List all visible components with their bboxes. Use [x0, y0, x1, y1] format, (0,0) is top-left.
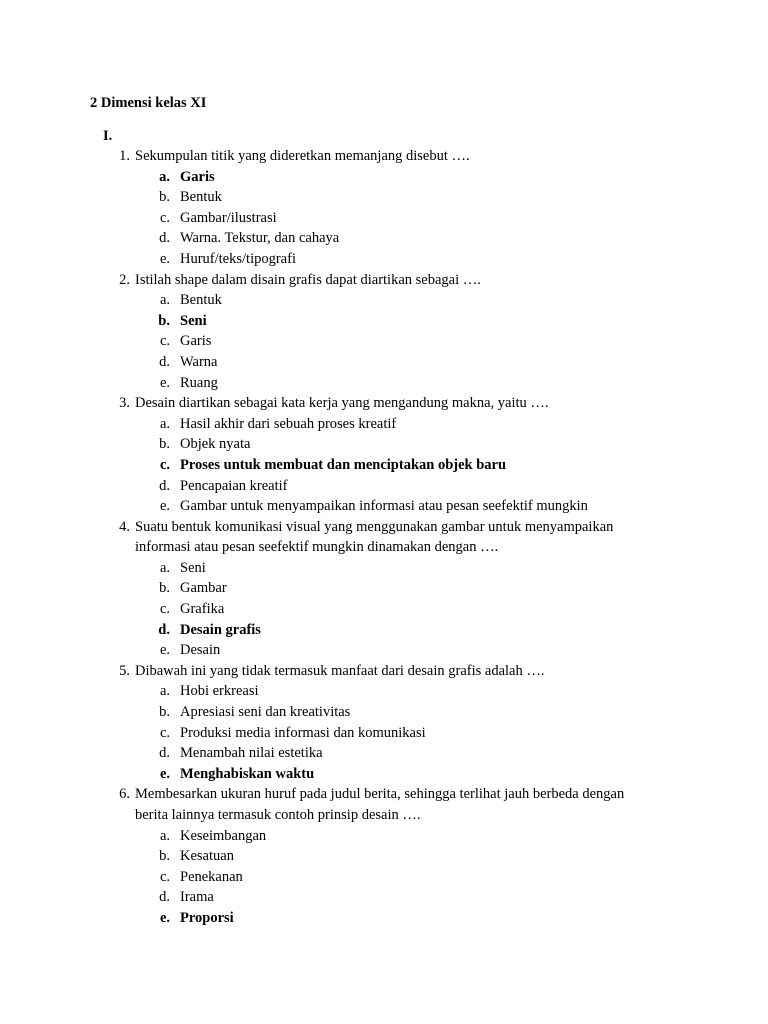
question-row: [0, 784, 655, 825]
option-letter: d .: [150, 352, 170, 373]
option: [0, 743, 768, 764]
option-text: Gambar: [180, 580, 227, 597]
option-letter: a .: [150, 290, 170, 311]
option-list: [0, 681, 768, 784]
option: [0, 434, 768, 455]
option-text: Warna. Tekstur, dan cahaya: [180, 230, 340, 247]
option: [0, 208, 768, 229]
option-text: Menambah nilai estetika: [180, 745, 323, 762]
option-correct: [0, 455, 768, 476]
option-letter: b .: [150, 187, 170, 208]
option-text: Menghabiskan waktu: [180, 765, 315, 782]
option-text: Keseimbangan: [180, 827, 267, 844]
question-text: Istilah shape dalam disain grafis dapat diartikan sebagai ….: [135, 271, 481, 288]
option-text: Huruf/teks/tipografi: [180, 250, 296, 267]
document-title: 2 Dimensi kelas XI: [90, 95, 207, 111]
option-letter: d .: [150, 620, 170, 641]
option: [0, 723, 768, 744]
question-number: 5 .: [106, 661, 130, 682]
option-text: Desain: [180, 642, 221, 659]
option-text: Seni: [180, 559, 206, 576]
option-letter: d .: [150, 228, 170, 249]
option: [0, 331, 768, 352]
question-row: [0, 146, 655, 167]
option-letter: a .: [150, 414, 170, 435]
question-row: [0, 517, 655, 558]
option: [0, 373, 768, 394]
option: [0, 826, 768, 847]
option-text: Bentuk: [180, 189, 222, 206]
question-row: [0, 270, 655, 291]
option-letter: a .: [150, 558, 170, 579]
option: [0, 476, 768, 497]
question-5: [0, 661, 768, 785]
option-text: Warna: [180, 353, 218, 370]
option-letter: b .: [150, 311, 170, 332]
option-text: Garis: [180, 168, 215, 185]
option-text: Hobi erkreasi: [180, 683, 259, 700]
option-correct: [0, 764, 768, 785]
option-correct: [0, 908, 768, 929]
option-list: [0, 414, 768, 517]
option-letter: c .: [150, 599, 170, 620]
option-letter: e .: [150, 249, 170, 270]
option-text: Desain grafis: [180, 621, 261, 638]
option: [0, 867, 768, 888]
option-text: Kesatuan: [180, 848, 234, 865]
option-letter: a .: [150, 681, 170, 702]
option: [0, 187, 768, 208]
option-letter: b .: [150, 846, 170, 867]
option-text: Hasil akhir dari sebuah proses kreatif: [180, 415, 397, 432]
option-correct: [0, 620, 768, 641]
option-text: Garis: [180, 333, 212, 350]
option: [0, 578, 768, 599]
option-text: Ruang: [180, 374, 218, 391]
option-text: Proporsi: [180, 909, 234, 926]
question-2: [0, 270, 768, 394]
question-list: [0, 146, 768, 929]
option-correct: [0, 167, 768, 188]
option-text: Objek nyata: [180, 436, 251, 453]
option-text: Penekanan: [180, 868, 243, 885]
question-number: 4 .: [106, 517, 130, 538]
option: [0, 249, 768, 270]
option-letter: d .: [150, 887, 170, 908]
question-text: Sekumpulan titik yang dideretkan memanjang disebut ….: [135, 148, 470, 164]
option: [0, 414, 768, 435]
option-letter: e .: [150, 373, 170, 394]
section-label: I.: [103, 128, 113, 144]
option-text: Seni: [180, 312, 207, 329]
option: [0, 496, 768, 517]
option: [0, 702, 768, 723]
question-4: [0, 517, 768, 661]
question-number: 6 .: [106, 784, 130, 805]
question-number: 3 .: [106, 393, 130, 414]
option-text: Irama: [180, 889, 214, 906]
question-number: 1 .: [106, 146, 130, 167]
question-6: [0, 784, 768, 928]
option-letter: c .: [150, 208, 170, 229]
option-correct: [0, 311, 768, 332]
option: [0, 290, 768, 311]
option-list: [0, 290, 768, 393]
option-letter: b .: [150, 434, 170, 455]
option-letter: e .: [150, 764, 170, 785]
question-row: [0, 661, 655, 682]
option: [0, 228, 768, 249]
option: [0, 681, 768, 702]
option-letter: c .: [150, 867, 170, 888]
option-list: [0, 167, 768, 270]
option-letter: c .: [150, 455, 170, 476]
option-text: Bentuk: [180, 292, 222, 309]
option-text: Pencapaian kreatif: [180, 477, 288, 494]
option: [0, 887, 768, 908]
option-letter: c .: [150, 723, 170, 744]
question-text: Dibawah ini yang tidak termasuk manfaat dari desain grafis adalah ….: [135, 662, 545, 679]
option-letter: d .: [150, 476, 170, 497]
option-text: Grafika: [180, 601, 225, 618]
option-letter: b .: [150, 578, 170, 599]
option-list: [0, 558, 768, 661]
option-text: Gambar untuk menyampaikan informasi atau pesan seefektif mungkin: [180, 498, 588, 515]
question-text: Desain diartikan sebagai kata kerja yang mengandung makna, yaitu ….: [135, 395, 549, 412]
option-letter: d .: [150, 743, 170, 764]
option-letter: b .: [150, 702, 170, 723]
option-list: [0, 826, 768, 929]
option-text: Produksi media informasi dan komunikasi: [180, 724, 426, 741]
option-text: Apresiasi seni dan kreativitas: [180, 704, 351, 721]
option-letter: e .: [150, 496, 170, 517]
option: [0, 599, 768, 620]
question-number: 2 .: [106, 270, 130, 291]
option-letter: a .: [150, 826, 170, 847]
question-text: Membesarkan ukuran huruf pada judul berita, sehingga terlihat jauh berbeda dengan berita lainnya termasuk contoh prinsip desain ….: [135, 786, 625, 823]
option-letter: a .: [150, 167, 170, 188]
option-text: Gambar/ilustrasi: [180, 209, 277, 226]
option: [0, 352, 768, 373]
question-1: [0, 146, 768, 270]
question-3: [0, 393, 768, 517]
question-text: Suatu bentuk komunikasi visual yang menggunakan gambar untuk menyampaikan informasi atau pesan seefektif mungkin dinamakan dengan ….: [135, 518, 614, 556]
option: [0, 558, 768, 579]
option-letter: e .: [150, 640, 170, 661]
option-text: Proses untuk membuat dan menciptakan objek baru: [180, 456, 507, 473]
option: [0, 846, 768, 867]
option-letter: e .: [150, 908, 170, 929]
option: [0, 640, 768, 661]
question-row: [0, 393, 655, 414]
option-letter: c .: [150, 331, 170, 352]
